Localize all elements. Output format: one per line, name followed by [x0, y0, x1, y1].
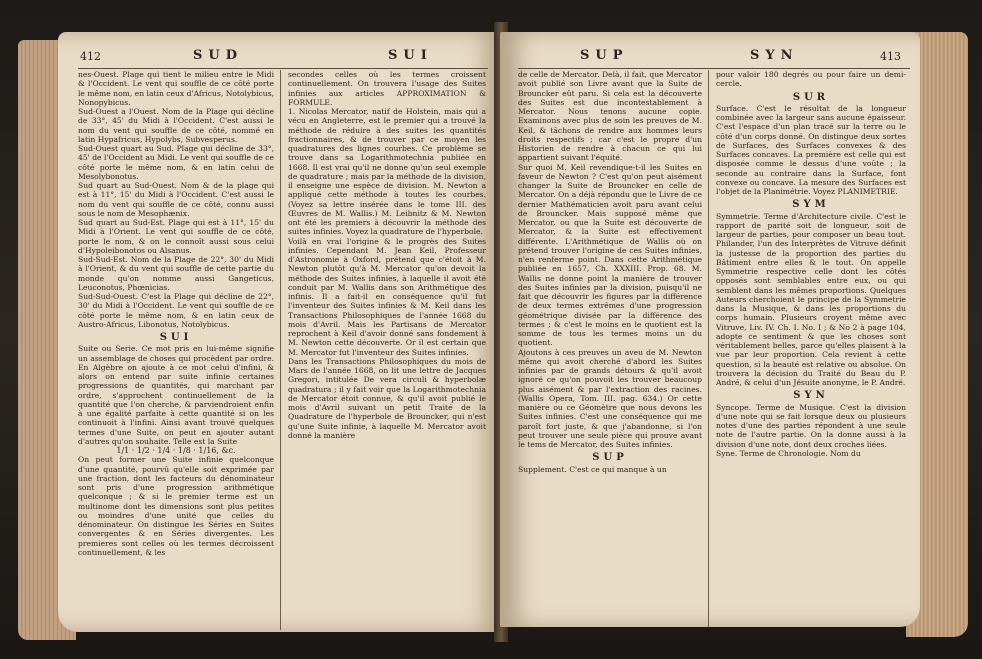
series-formula: 1/1 · 1/2 · 1/4 · 1/8 · 1/16, &c.	[116, 446, 236, 455]
right-column-divider	[708, 70, 709, 627]
paragraph: Sur quoi M. Keil revendique-t-il les Suites en faveur de Newton ? C'est qu'on peut aisément changer la Suite de Brouncker en celle de Mercator. On a déjà répondu que le Livre de ce dernier Mathématicien avoit paru avant celui de Brouncker. Mais supposé même que Mercator, ou que la Suite est découverte de Mercator, & la Suite est effectivement différente. L'Arithmétique de Wallis où on prétend trouver l'origine de ces Suites infinies, n'en renferme point. Dans cette Arithmétique publiée en 1657, Ch. XXXIII. Prop. 68. M. Wallis ne donne point la manière de trouver des Suites infinies par la division, puisqu'il ne fait que découvrir les figures par la différence de deux termes extrêmes d'une progression géométrique divisée par la différence des termes ; & c'est le moins en le quotient est la somme de tous les termes moins un du quotient.	[518, 162, 702, 348]
left-column-2	[288, 70, 486, 625]
right-running-head-2: SYN	[750, 48, 799, 63]
dictionary-entry: Syne. Terme de Chronologie. Nom du	[716, 448, 861, 458]
right-head-rule	[518, 68, 910, 69]
left-head-rule	[78, 68, 488, 69]
dictionary-entry: Syncope. Terme de Musique. C'est la division d'une note qui se fait lorsque deux ou plusieurs notes d'une des parties répondent à une seule note de l'autre partie. On la donne aussi à la division d'une note, dont deux croches liées.	[716, 402, 906, 449]
dictionary-entry: Sud-Sud-Ouest. C'est la Plage qui décline de 22°, 30' du Midi à l'Occident. Le vent qui souffle de ce côté porte le même nom, & en latin ceux de Austro-Africus, Libonotus, Notolybicus.	[78, 292, 274, 329]
dictionary-entry: Sud-Ouest a l'Ouest. Nom de la Plage qui décline de 33°, 45' du Midi à l'Occident. C'est aussi le nom du vent qui souffle de ce côté, nommé en latin Hypafricus, Hypolybs, Subvesperus.	[78, 107, 274, 144]
right-page	[500, 32, 920, 627]
section-heading: SUP	[592, 452, 628, 464]
section-heading: SYN	[793, 390, 829, 402]
dictionary-entry: nes-Ouest. Plage qui tient le milieu entre le Midi & l'Occident. Le vent qui souffle de ce côté porte le même nom, en latin ceux d'Africus, Notolybicus, Nonopybicus.	[78, 70, 274, 107]
section-heading: SUR	[792, 91, 830, 103]
dictionary-entry: Sud quart au Sud-Ouest. Nom & de la plage qui est à 11°, 15' du Midi à l'Occident. C'est aussi le nom du vent qui souffle de ce côté, connu aussi sous le nom de Mesophænix.	[78, 181, 274, 218]
dictionary-entry: Surface. C'est le résultat de la longueur combinée avec la largeur sans aucune épaisseur. C'est l'espace d'un plan tracé sur la terre ou le côté d'un corps donné. On distingue deux sortes de Surfaces, des Surfaces convexes & des Surfaces concaves. La première est celle qui est disposée comme le dessus d'une voûte ; la seconde au contraire dans la Surface, font convexe ou concave. La mesure des Surfaces est l'objet de la Planimétrie. Voyez PLANIMETRIE.	[716, 103, 906, 196]
left-running-head-2: SUI	[388, 48, 433, 63]
dictionary-entry: Supplement. C'est ce qui manque à un	[518, 464, 667, 474]
left-page-number: 412	[80, 50, 101, 63]
dictionary-entry: Suite ou Serie. Ce mot pris en lui-même signifie un assemblage de choses qui procèdent par ordre. En Algèbre on ajoute à ce mot celui d'infini, & alors on entend par suite infinie certaines progressions de quantités, qui marchant par ordre, s'approchent continuellement de la quantité que l'on cherche, & parviendroient enfin à une égalité parfaite à cette quantité si on les continuoit à l'infini. Ainsi avant trouvé quelques termes d'une Suite, on peut en ajouter autant d'autres qu'on souhaite. Telle est la Suite	[78, 344, 274, 446]
left-column-divider	[280, 70, 281, 630]
right-column-1	[518, 70, 702, 620]
section-heading: SUI	[159, 332, 193, 343]
paragraph: Dans les Transactions Philosophiques du mois de Mars de l'année 1668, on lit une lettre de Jacques Gregori, intitulée De vera circuli & hyperbolæ quadratura ; il y fait voir que la Logarithmotechnia de Mercator étoit connue, & qu'il avoit publié le mois d'Avril suivant un petit Traité de la Quadrature de l'hyperbole de Brouncker, qui n'est qu'une Suite infinie, à laquelle M. Mercator avoit donné la manière	[288, 356, 486, 440]
dictionary-entry: Symmetrie. Terme d'Architecture civile. C'est le rapport de parité soit de longueur, soit de largeur de parties, pour composer un beau tout. Philander, l'un des Interprètes de Vitruve définit la justesse de la proportion des parties du Bâtiment entre elles & le tout. On appelle Symmetrie respective celle dont les côtés opposés sont semblables entre eux, ou qui semblent dans les mêmes proportions. Quelques Auteurs cherchoient le principe de la Symmetrie dans la Musique, & dans les proportions du corps humain. Plusieurs croyent même avec Vitruve, Liv. IV. Ch. I. No. I ; & No 2 à page 104, adopte ce sentiment & que les choses sont véritablement belles, parce qu'elles plaisent à la vue par leur proportion. Cela revient à cette question, si la beauté est relative ou absolue. On trouvera la décision du Traité du Beau du P. André, & celui d'un Jésuite anonyme, le P. André.	[716, 211, 906, 387]
paragraph: pour valoir 180 degrés ou pour faire un demi-cercle.	[716, 70, 906, 89]
paragraph: de celle de Mercator. Delà, il fait, que Mercator avoit publié son Livre avant que la Suite de Brouncker eût paru. Si cela est la découverte des Suites est due incontestablement à Mercator. Nous tenons aucune copie. Examinons avec plus de soin les preuves de M. Keil, & tâchons de rendre aux hommes leurs droits respectifs ; car c'est le propre d'un Historien de rendre à chacun ce qui lui appartient suivant l'équité.	[518, 70, 702, 163]
right-running-head-1: SUP	[580, 48, 629, 63]
section-heading: SYM	[792, 199, 830, 211]
right-page-number: 413	[880, 50, 901, 63]
paragraph: On peut former une Suite infinie quelconque d'une quantité, pourvû qu'elle soit exprimée par une fraction, dont les facteurs du dénominateur sont pris d'une progression arithmétique quelconque ; & si le premier terme est un multinome dont les dimensions sont plus petites ou moindres d'une unité que celles du dénominateur. On distingue les Séries en Suites convergentes & en Séries divergentes. Les premieres sont celles où les termes décroissent continuellement, & les	[78, 455, 274, 557]
dictionary-entry: Sud-Sud-Est. Nom de la Plage de 22°, 30' du Midi à l'Orient, & du vent qui souffle de cette partie du monde qu'on nomme aussi Gangeticus, Leuconotus, Phœnicias.	[78, 255, 274, 292]
open-book	[18, 22, 968, 644]
dictionary-entry: Sud-Ouest quart au Sud. Plage qui décline de 33°, 45' de l'Occident au Midi. Le vent qui souffle de ce côté porte le même nom, & en latin celui de Mesolybonotus.	[78, 144, 274, 181]
paragraph: 1. Nicolas Mercator, natif de Holstein, mais qui a vécu en Angleterre, est le premier qui a trouvé la méthode de réduire à des suites les quantités fractionnaires, & de trouver par ce moyen les quadratures des lignes courbes. Ce problème se trouve dans sa Logarithmotechnia publiée en 1668. Il est vrai qu'il ne donne qu'un seul exemple de quadrature ; mais par la méthode de la division, il enseigne une espèce de division. M. Newton a appliqué cette méthode à toutes les courbes. (Voyez sa lettre insérée dans le tome III. des Œuvres de M. Wallis.) M. Leibnitz & M. Newton ont été les premiers à découvrir la méthode des suites infinies. Voyez la quadrature de l'hyperbole.	[288, 107, 486, 237]
dictionary-entry: Sud quart au Sud-Est. Plage qui est à 11°, 15' du Midi à l'Orient. Le vent qui souffle de ce côté, porte le nom, & on le connoît aussi sous celui d'Hypoleibonotos ou Alsanus.	[78, 218, 274, 255]
left-running-head-1: SUD	[193, 48, 243, 63]
left-page	[58, 32, 503, 632]
left-column-1	[78, 70, 274, 625]
paragraph: Voilà en vrai l'origine & le progrès des Suites infinies. Cependant M. Jean Keil, Professeur d'Astronomie à Oxford, prétend que c'étoit à M. Newton plutôt qu'à M. Mercator qu'on devoit la méthode des Suites infinies, à laquelle il avoit été conduit par M. Wallis dans son Arithmétique des infinis. Il a fait-il en conséquence qu'il fut l'inventeur des Suites infinies & M. Keil dans les Transactions Philosophiques de l'année 1668 du mois d'Avril. Mais les Partisans de Mercator reprochent à Keil d'avoir donné sans fondement à M. Newton cette découverte. Or il est certain que M. Mercator fut l'inventeur des Suites infinies.	[288, 236, 486, 357]
right-column-2	[716, 70, 906, 620]
paragraph: Ajoutons à ces preuves un aveu de M. Newton même qui avoit cherché d'abord les Suites infinies par de grands détours & qu'il avoit ignoré ce qu'on pouvoit les trouver beaucoup plus aisément & par l'extraction des racines. (Wallis Opera, Tom. III. pag. 634.) Or cette manière ou ce Géomètre que nous devons les Suites infinies. C'est une conséquence qui me paroît fort juste, & que j'abandonne, si l'on peut trouver une seule pièce qui prouve avant le tems de Mercator, des Suites infinies.	[518, 347, 702, 449]
paragraph: secondes celles où les termes croissent continuellement. On trouvera l'usage des Suites infinies aux articles APPROXIMATION & FORMULE.	[288, 70, 486, 107]
